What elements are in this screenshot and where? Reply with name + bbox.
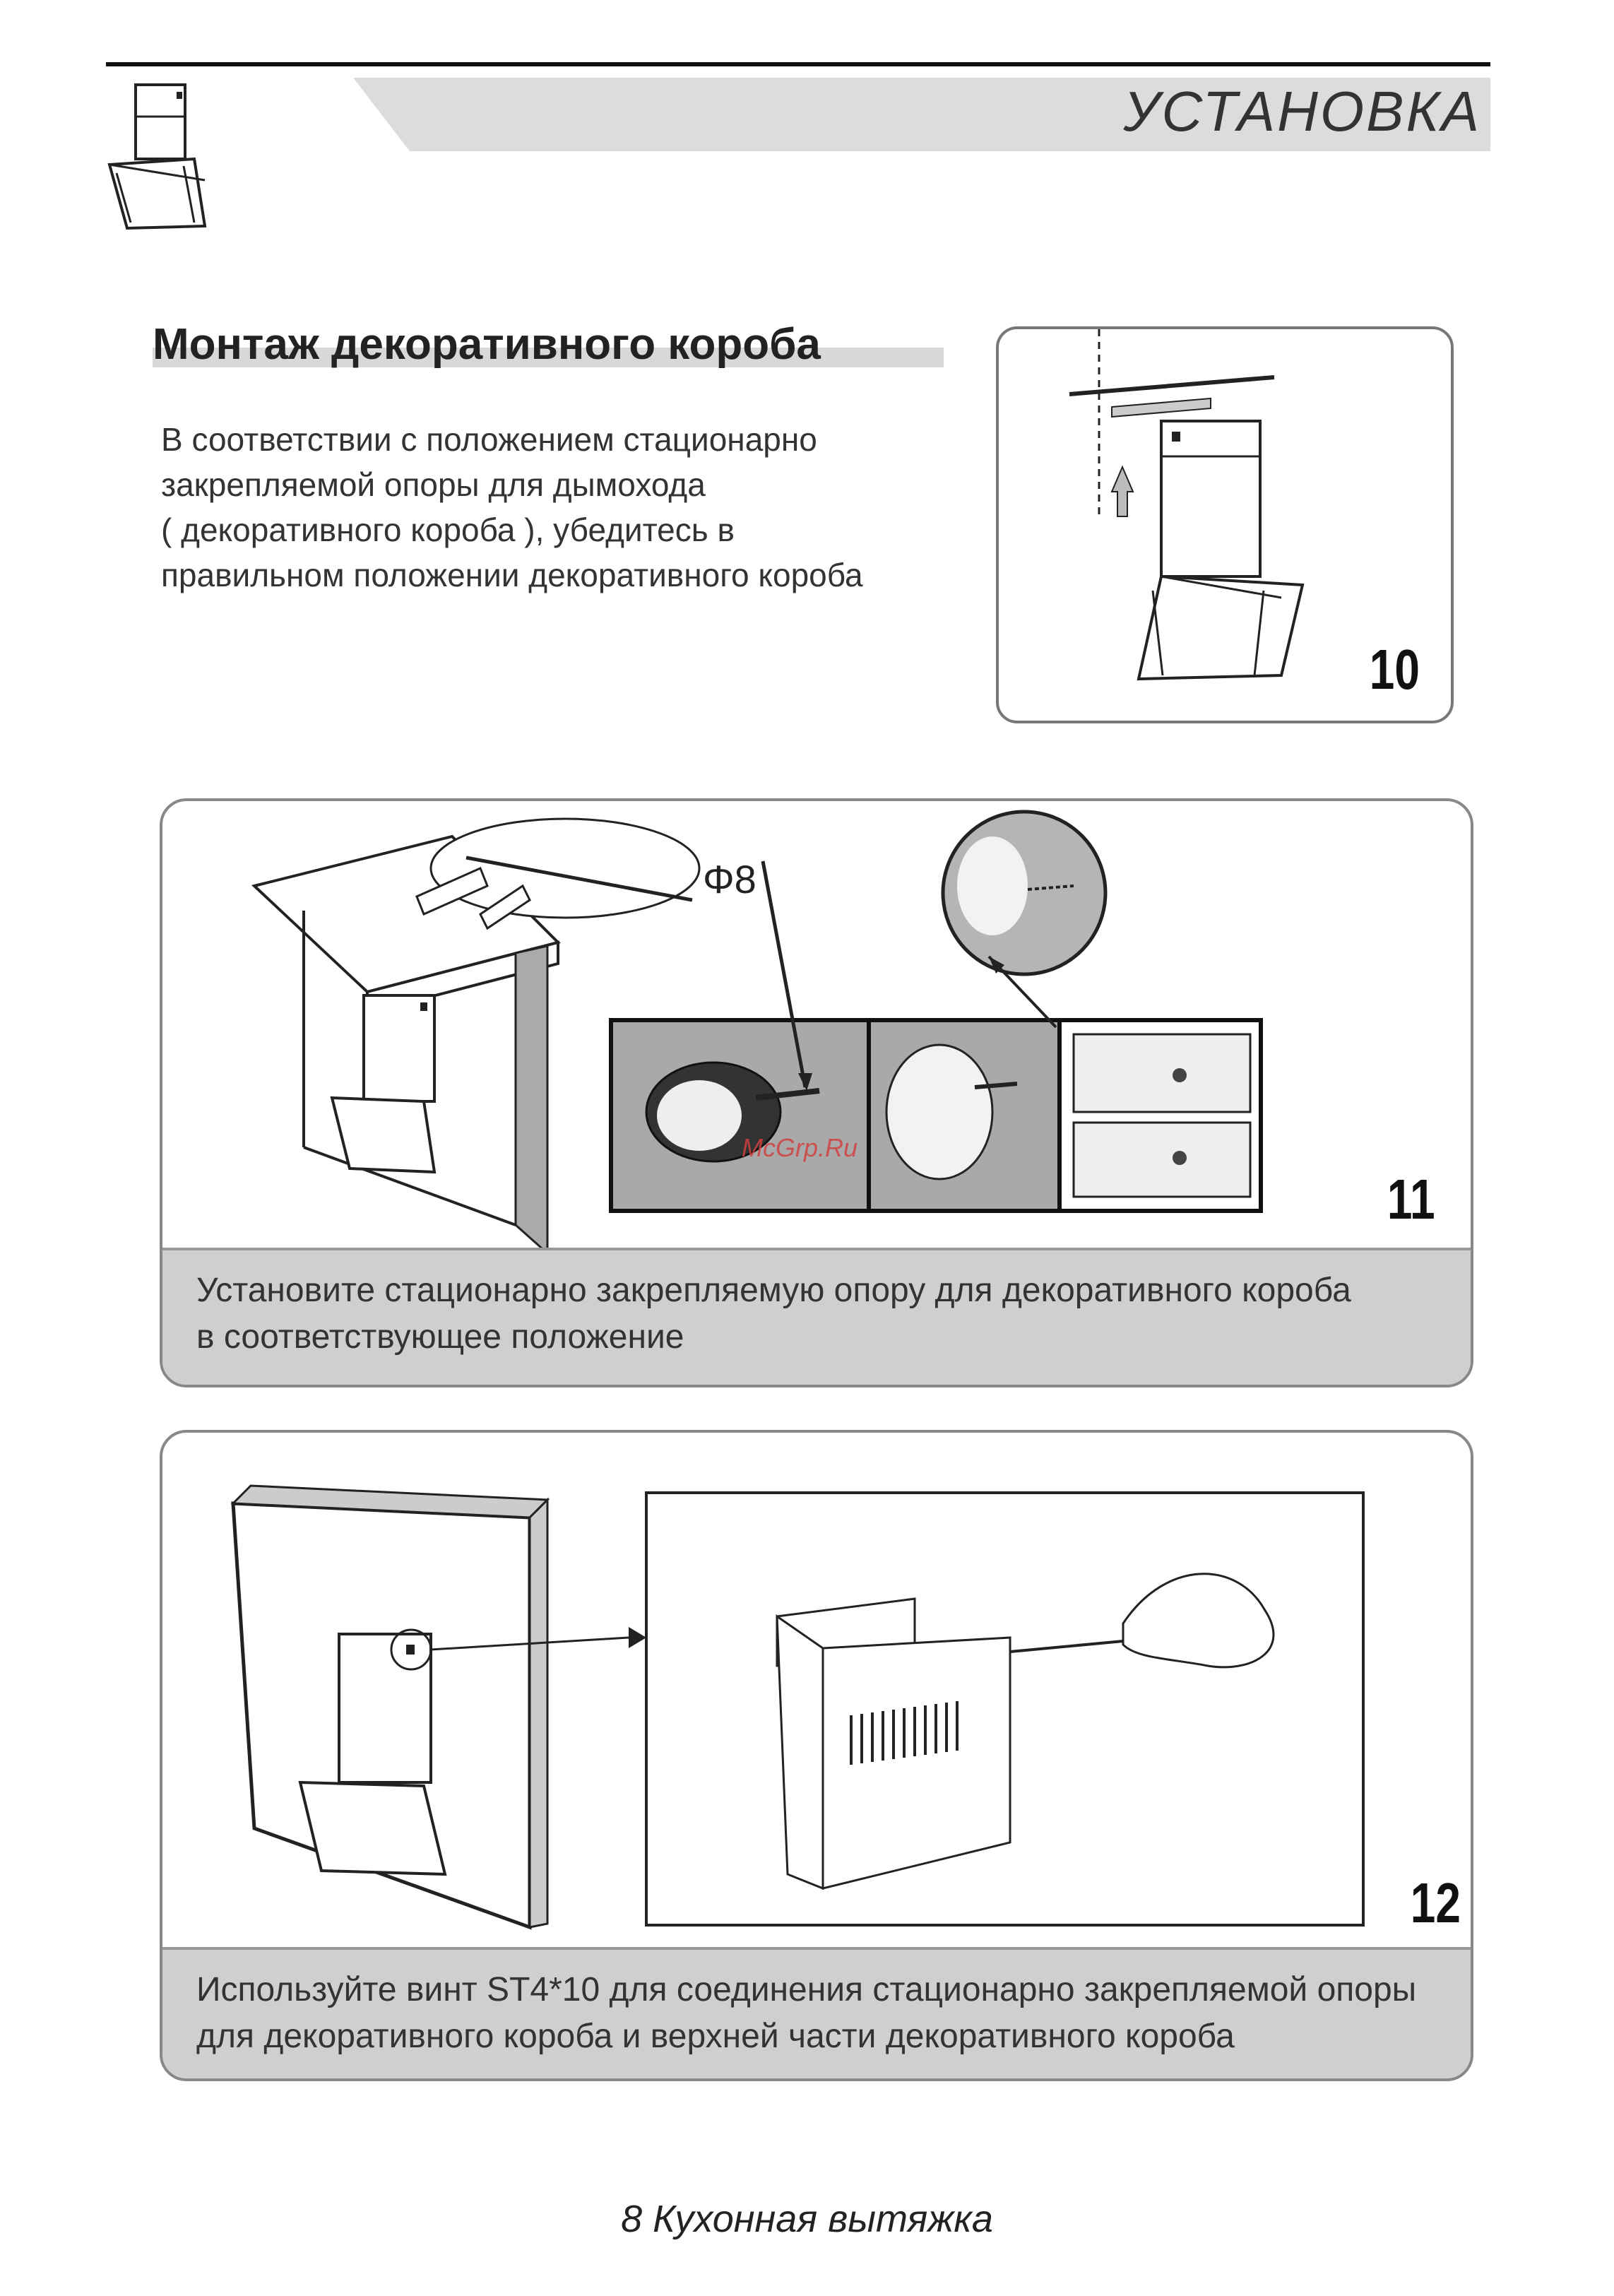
- screw-fastening-illustration: [162, 1433, 1471, 1955]
- header-rule: [106, 62, 1490, 66]
- intro-line: правильном положении декоративного короба: [161, 557, 863, 593]
- step-11-panel: [160, 798, 1473, 1387]
- step-number: 11: [1387, 1168, 1435, 1231]
- bracket-installation-illustration: [162, 801, 1471, 1260]
- caption-line: для декоративного короба и верхней части декоративного короба: [196, 2018, 1235, 2055]
- intro-text: [161, 417, 1009, 598]
- caption-line: Установите стационарно закрепляемую опору для декоративного короба: [196, 1272, 1351, 1309]
- intro-line: закрепляемой опоры для дымохода: [161, 466, 706, 503]
- step-11-caption: [162, 1248, 1471, 1385]
- intro-line: В соответствии с положением стационарно: [161, 421, 817, 458]
- figure-step-10: [996, 326, 1454, 723]
- caption-line: в соответствующее положение: [196, 1318, 684, 1356]
- step-number: 12: [1410, 1871, 1461, 1934]
- page-footer: 8 Кухонная вытяжка: [621, 2198, 993, 2240]
- drill-diameter-label: Φ8: [703, 857, 756, 901]
- section-title: Монтаж декоративного короба: [153, 320, 821, 369]
- range-hood-icon: [106, 81, 212, 233]
- watermark: McGrp.Ru: [742, 1133, 858, 1162]
- step-12-caption: [162, 1947, 1471, 2078]
- step-12-panel: [160, 1430, 1473, 2081]
- caption-line: Используйте винт ST4*10 для соединения стационарно закрепляемой опоры: [196, 1971, 1417, 2008]
- step-number: 10: [1369, 638, 1420, 701]
- page-title: УСТАНОВКА: [1123, 80, 1481, 143]
- intro-line: ( декоративного короба ), убедитесь в: [161, 511, 735, 548]
